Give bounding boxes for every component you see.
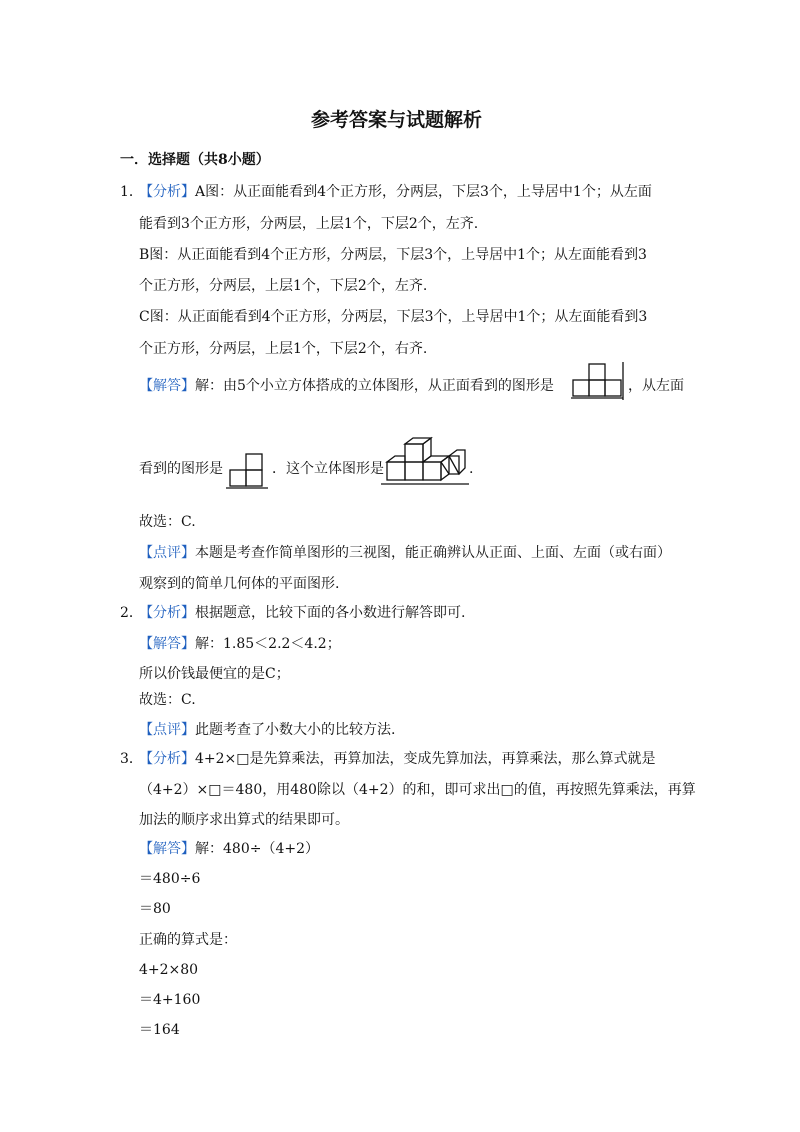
step-text: ＝164 [139, 1022, 180, 1038]
analysis-text: （4+2）×□＝480，用480除以（4+2）的和，即可求出□的值，再按照先算乘法，再算 [139, 782, 696, 798]
answer-tag: 【解答】 [139, 636, 195, 652]
left-view-figure [226, 452, 270, 492]
analysis-tag: 【分析】 [139, 605, 195, 621]
analysis-text: 根据题意，比较下面的各小数进行解答即可. [195, 605, 466, 621]
question-number: 1． [120, 184, 143, 200]
comment-text: 观察到的简单几何体的平面图形. [139, 576, 340, 592]
analysis-text: C图：从正面能看到4个正方形，分两层，下层3个，上导居中1个；从左面能看到3 [139, 309, 648, 325]
analysis-text: A图：从正面能看到4个正方形，分两层，下层3个，上导居中1个；从左面 [195, 184, 652, 200]
answer-text: . [469, 461, 474, 477]
analysis-text: 加法的顺序求出算式的结果即可。 [139, 812, 349, 828]
analysis-line [139, 182, 652, 202]
analysis-text: 4+2×□是先算乘法，再算加法，变成先算加法，再算乘法，那么算式就是 [195, 751, 656, 767]
analysis-text: B图：从正面能看到4个正方形，分两层，下层3个，上导居中1个；从左面能看到3 [139, 247, 647, 263]
answer-text: 解：由5个小立方体搭成的立体图形，从正面看到的图形是 [195, 378, 554, 394]
answer-text: 看到的图形是 [139, 461, 223, 477]
comment-tag: 【点评】 [139, 545, 195, 561]
page-title: 参考答案与试题解析 [311, 109, 483, 131]
comment-text: 本题是考查作简单图形的三视图，能正确辨认从正面、上面、左面（或右面） [195, 545, 671, 561]
answer-tag: 【解答】 [139, 378, 195, 394]
question-number: 2． [120, 605, 143, 621]
comment-line [139, 543, 671, 563]
analysis-tag: 【分析】 [139, 184, 195, 200]
analysis-text: 个正方形，分两层，上层1个，下层2个，右齐. [139, 341, 428, 357]
comment-text: 此题考查了小数大小的比较方法. [195, 722, 396, 738]
choice-text: 故选：C. [139, 514, 196, 530]
step-text: 4+2×80 [139, 962, 199, 978]
answer-text: ．这个立体图形是 [272, 461, 384, 477]
front-view-figure [571, 362, 627, 402]
answer-text: 解：1.85＜2.2＜4.2； [195, 636, 341, 652]
step-text: ＝80 [139, 901, 171, 917]
step-text: 正确的算式是： [139, 932, 237, 948]
analysis-line [139, 603, 465, 623]
step-text: ＝4+160 [139, 992, 201, 1008]
step-text: ＝480÷6 [139, 871, 201, 887]
analysis-text: 个正方形，分两层，上层1个，下层2个，左齐. [139, 278, 428, 294]
section-heading: 一．选择题（共8小题） [120, 152, 270, 168]
answer-text: 解：480÷（4+2） [195, 841, 319, 857]
answer-tag: 【解答】 [139, 841, 195, 857]
analysis-line [139, 749, 656, 769]
answer-text: ，从左面 [628, 378, 684, 394]
question-number: 3． [120, 751, 143, 767]
comment-line [139, 720, 395, 740]
analysis-text: 能看到3个正方形，分两层，上层1个，下层2个，左齐. [139, 216, 479, 232]
answer-line [139, 839, 319, 859]
analysis-tag: 【分析】 [139, 751, 195, 767]
answer-text: 所以价钱最便宜的是C； [139, 666, 290, 682]
answer-line [139, 634, 341, 654]
answer-line [139, 376, 554, 396]
comment-tag: 【点评】 [139, 722, 195, 738]
solid-figure [381, 436, 474, 492]
choice-text: 故选：C. [139, 692, 196, 708]
